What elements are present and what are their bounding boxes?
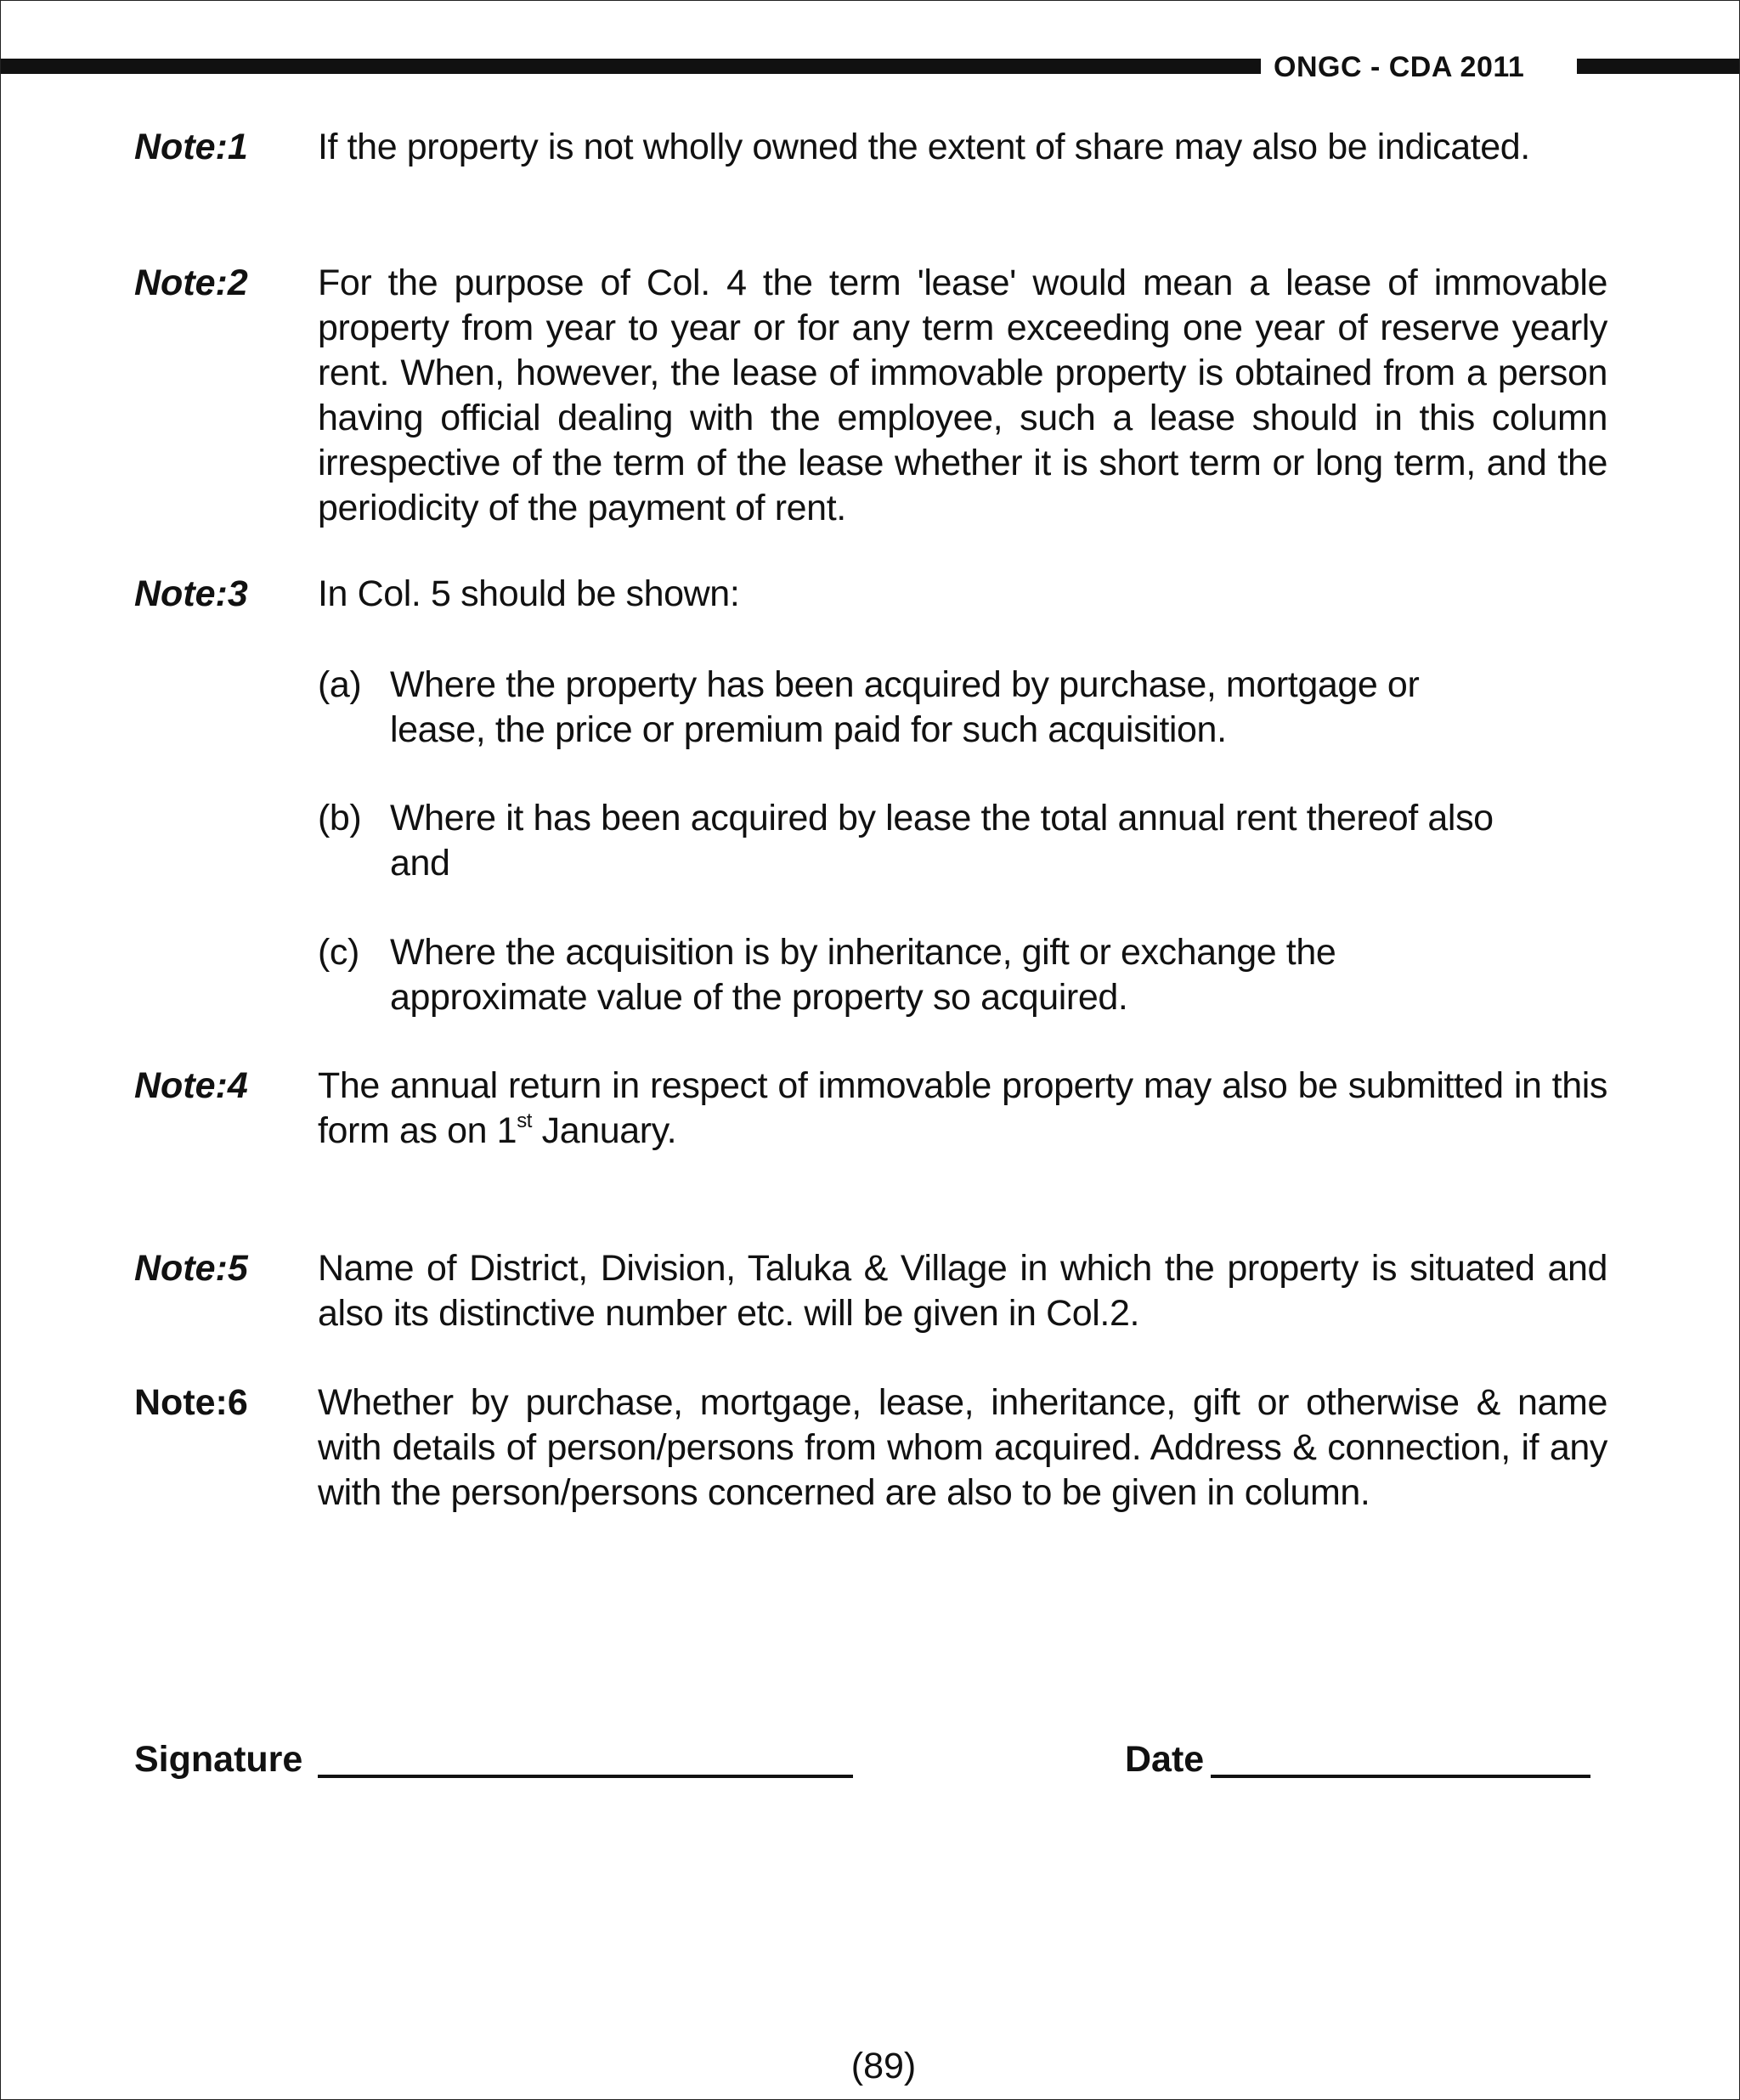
note-5-text: Name of District, Division, Taluka & Village in which the property is situated and also its distinctive number etc. will be given in Col.2. bbox=[318, 1248, 1607, 1334]
note-4-text-after: January. bbox=[532, 1110, 677, 1151]
header-title: ONGC - CDA 2011 bbox=[1274, 51, 1525, 83]
item-c-line1: Where the acquisition is by inheritance, gift or exchange the bbox=[390, 932, 1336, 973]
note-3-item-c bbox=[318, 930, 1607, 1020]
note-4-superscript: st bbox=[517, 1109, 533, 1132]
signature-label: Signature bbox=[134, 1739, 303, 1780]
header-rule-right bbox=[1577, 59, 1739, 74]
date-line bbox=[1211, 1775, 1590, 1778]
note-3-text: In Col. 5 should be shown: bbox=[318, 573, 740, 614]
item-a-label: (a) bbox=[318, 664, 362, 705]
note-3-item-b bbox=[318, 796, 1607, 886]
item-b-line1: Where it has been acquired by lease the total annual rent thereof also bbox=[390, 798, 1494, 838]
item-a-line2: lease, the price or premium paid for such acquisition. bbox=[390, 709, 1227, 750]
note-1-text: If the property is not wholly owned the extent of share may also be indicated. bbox=[318, 127, 1530, 167]
item-c-line2: approximate value of the property so acquired. bbox=[390, 977, 1128, 1018]
item-c-label: (c) bbox=[318, 932, 359, 973]
note-4-text-before: The annual return in respect of immovable property may also be submitted in this form as on 1 bbox=[318, 1065, 1607, 1151]
item-a-line1: Where the property has been acquired by purchase, mortgage or bbox=[390, 664, 1420, 705]
note-3-label: Note:3 bbox=[134, 573, 248, 614]
header-rule-left bbox=[1, 59, 1261, 74]
page-number: (89) bbox=[850, 2046, 917, 2086]
item-b-label: (b) bbox=[318, 798, 362, 838]
note-2-text: For the purpose of Col. 4 the term 'lease' would mean a lease of immovable property from year to year or for any term exceeding one year of reserve yearly rent. When, however, the lease of immovable property is obtained from a person having official dealing with the employee, such a lease should in this column irrespective of the term of the lease whether it is short term or long term, and the periodicity of the payment of rent. bbox=[318, 262, 1607, 528]
signature-line bbox=[318, 1775, 853, 1778]
date-label: Date bbox=[1125, 1739, 1205, 1780]
item-b-line2: and bbox=[390, 843, 450, 883]
note-4-label: Note:4 bbox=[134, 1065, 248, 1106]
note-5-label: Note:5 bbox=[134, 1248, 248, 1289]
note-4-text bbox=[318, 1064, 1607, 1154]
note-2-label: Note:2 bbox=[134, 262, 248, 303]
note-6-text: Whether by purchase, mortgage, lease, inheritance, gift or otherwise & name with details of person/persons from whom acquired. Address & connection, if any with the person/persons concerned are also to be given in column. bbox=[318, 1382, 1607, 1513]
note-3-item-a bbox=[318, 663, 1607, 753]
note-6-label: Note:6 bbox=[134, 1382, 248, 1423]
note-1-label: Note:1 bbox=[134, 127, 248, 167]
